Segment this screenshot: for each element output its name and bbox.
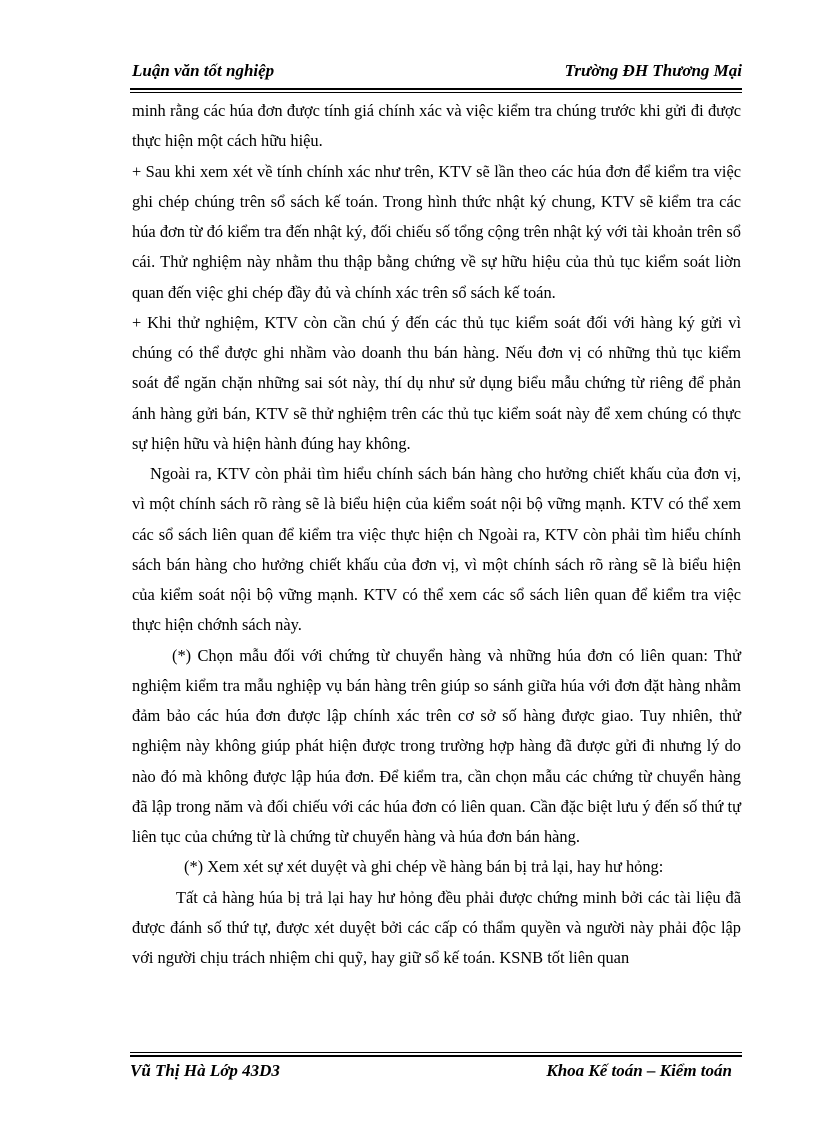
page-footer	[130, 1058, 742, 1088]
paragraph-continuation: minh rằng các húa đơn được tính giá chính xác và việc kiểm tra chúng trước khi gửi đi được thực hiện một cách hữu hiệu.	[132, 101, 741, 151]
header-rule-thick	[130, 88, 742, 90]
header-university-name: Trường ĐH Thương Mại	[564, 61, 742, 80]
paragraph-bookkeeping-test: + Sau khi xem xét về tính chính xác như trên, KTV sẽ lần theo các húa đơn để kiểm tra việc ghi chép chúng trên sổ sách kế toán. Trong hình thức nhật ký chung, KTV sẽ kiểm tra các húa đơn từ đó kiểm tra đến nhật ký, đối chiếu số tổng cộng trên nhật ký với tài khoản trên sổ cái. Thử nghiệm này nhằm thu thập bằng chứng về sự hữu hiệu của thủ tục kiểm soát liờn quan đến việc ghi chép đầy đủ và chính xác trên sổ sách kế toán.	[132, 161, 741, 302]
paragraph-consignment-test: + Khi thử nghiệm, KTV còn cần chú ý đến các thủ tục kiểm soát đối với hàng ký gửi vì chúng có thể được ghi nhầm vào doanh thu bán hàng. Nếu đơn vị có những thủ tục kiểm soát để ngăn chặn những sai sót này, thí dụ như sử dụng biểu mẫu chứng từ riêng để phản ánh hàng gửi bán, KTV sẽ thử nghiệm trên các thủ tục kiểm soát này để xem chúng có thực sự hiện hữu và hiện hành đúng hay không.	[132, 312, 741, 453]
paragraph-returns-detail: Tất cả hàng húa bị trả lại hay hư hỏng đều phải được chứng minh bởi các tài liệu đã được đánh số thứ tự, được xét duyệt bởi các cấp có thẩm quyền và người này phải độc lập với người chịu trách nhiệm chi quỹ, hay giữ sổ kế toán. KSNB tốt liên quan	[132, 887, 741, 967]
footer-rule-thick	[130, 1055, 742, 1057]
footer-author-class: Vũ Thị Hà Lớp 43D3	[130, 1061, 280, 1080]
paragraph-shipping-documents: (*) Chọn mẫu đối với chứng từ chuyển hàng và những húa đơn có liên quan: Thử nghiệm kiểm tra mẫu nghiệp vụ bán hàng trên giúp so sánh giữa húa với đơn đặt hàng nhằm đảm bảo các húa đơn được lập chính xác trên cơ sở số hàng được giao. Tuy nhiên, thử nghiệm này không giúp phát hiện được trong trường hợp hàng đã được gửi đi nhưng lý do nào đó mà không được lập húa đơn. Để kiểm tra, cần chọn mẫu các chứng từ chuyển hàng đã lập trong năm và đối chiếu với các húa đơn có liên quan. Cần đặc biệt lưu ý đến số thứ tự liên tục của chứng từ là chứng từ chuyển hàng và húa đơn bán hàng.	[132, 645, 741, 846]
paragraph-returns-heading: (*) Xem xét sự xét duyệt và ghi chép về hàng bán bị trả lại, hay hư hỏng:	[184, 857, 664, 877]
paragraph-discount-policy: Ngoài ra, KTV còn phải tìm hiểu chính sách bán hàng cho hưởng chiết khấu của đơn vị, vì một chính sách rõ ràng sẽ là biểu hiện của kiểm soát nội bộ vững mạnh. KTV có thể xem các sổ sách liên quan để kiểm tra việc thực hiện ch Ngoài ra, KTV còn phải tìm hiểu chính sách bán hàng cho hưởng chiết khấu của đơn vị, vì một chính sách rõ ràng sẽ là biểu hiện của kiểm soát nội bộ vững mạnh. KTV có thể xem các sổ sách liên quan để kiểm tra việc thực hiện chớnh sách này.	[132, 464, 741, 635]
page-header	[130, 58, 742, 88]
body-text	[132, 96, 741, 973]
header-thesis-label: Luận văn tốt nghiệp	[132, 61, 275, 80]
header-rule-thin	[130, 92, 742, 93]
footer-faculty-name: Khoa Kế toán – Kiểm toán	[546, 1061, 732, 1080]
footer-rule-thin	[130, 1052, 742, 1053]
